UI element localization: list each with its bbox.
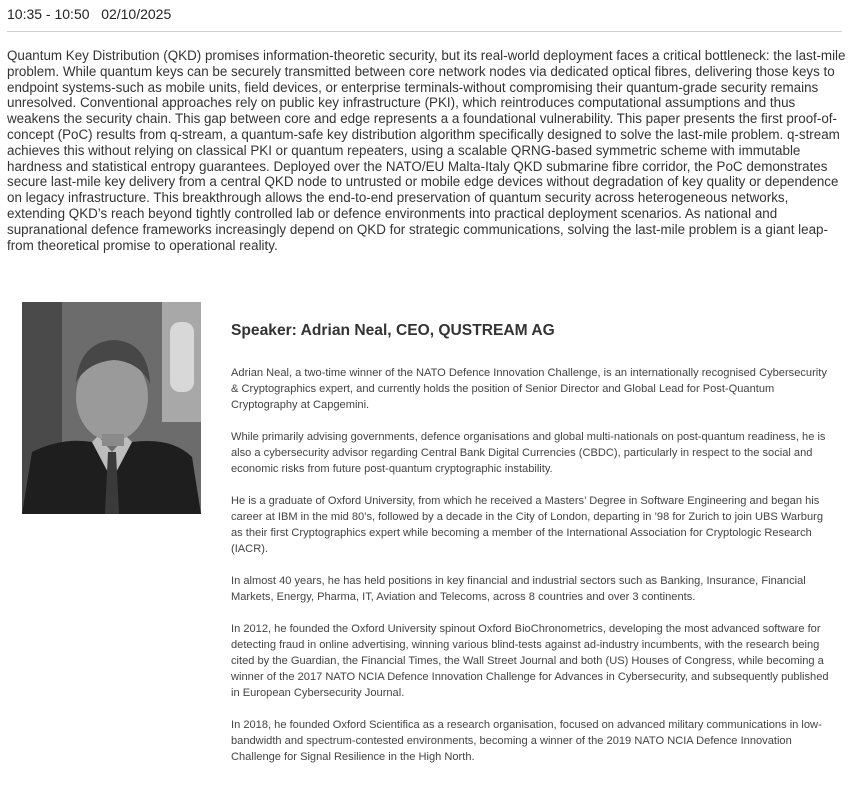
speaker-photo: [22, 302, 201, 514]
speaker-section: [231, 322, 831, 781]
bio-paragraph: In 2012, he founded the Oxford University spinout Oxford BioChronometrics, developing the most advanced software for detecting fraud in online advertising, winning various blind-tests against ad-industry incumbents, with the research being cited by the Guardian, the Financial Times, the Wall Street Journal and both (US) Houses of Congress, while becoming a winner of the 2017 NATO NCIA Defence Innovation Challenge for Advances in Cybersecurity, and subsequently published in European Cybersecurity Journal.: [231, 623, 829, 699]
session-time-date: [7, 6, 171, 22]
speaker-heading: Speaker: Adrian Neal, CEO, QUSTREAM AG: [231, 322, 555, 339]
bio-paragraph: While primarily advising governments, defence organisations and global multi-nationals on post-quantum readiness, he is also a cybersecurity advisor regarding Central Bank Digital Currencies (CBDC), particularly in respect to the social and economic risks from future post-quantum cryptographic instability.: [231, 431, 826, 475]
abstract-text: Quantum Key Distribution (QKD) promises information-theoretic security, but its real-world deployment faces a critical bottleneck: the last-mile problem. While quantum keys can be securely transmitted between core network nodes via dedicated optical fibres, delivering those keys to endpoint systems-such as mobile units, field devices, or enterprise terminals-without compromising their quantum-grade security remains unresolved. Conventional approaches rely on public key infrastructure (PKI), which reintroduces computational assumptions and thus weakens the security chain. This gap between core and edge represents a a foundational vulnerability. This paper presents the first proof-of-concept (PoC) results from q-stream, a quantum-safe key distribution algorithm specifically designed to solve the last-mile problem. q-stream achieves this without relying on classical PKI or quantum repeaters, using a scalable QRNG-based symmetric scheme with immutable hardness and statistical entropy guarantees. Deployed over the NATO/EU Malta-Italy QKD submarine fibre corridor, the PoC demonstrates secure last-mile key delivery from a central QKD node to untrusted or mobile edge devices without degradation of key quality or dependence on legacy infrastructure. This breakthrough allows the end-to-end preservation of quantum security across heterogeneous networks, extending QKD’s reach beyond tightly controlled lab or defence environments into practical deployment scenarios. As national and supranational defence frameworks increasingly depend on QKD for strategic communications, solving the last-mile problem is a giant leap-from theoretical promise to operational reality.: [7, 48, 846, 253]
bio-paragraph: In almost 40 years, he has held positions in key financial and industrial sectors such as Banking, Insurance, Financial Markets, Energy, Pharma, IT, Aviation and Telecoms, across 8 countries and over 3 continents.: [231, 575, 806, 603]
session-time: 10:35 - 10:50: [7, 6, 90, 22]
header-divider: [7, 31, 842, 32]
bio-paragraph: He is a graduate of Oxford University, from which he received a Masters’ Degree in Software Engineering and began his career at IBM in the mid 80’s, followed by a decade in the City of London, departing in ’98 for Zurich to join UBS Warburg as their first Cryptographics expert while becoming a member of the International Association for Cryptologic Research (IACR).: [231, 495, 823, 555]
session-date: 02/10/2025: [101, 6, 172, 22]
bio-paragraph: In 2018, he founded Oxford Scientifica as a research organisation, focused on advanced military communications in low-bandwidth and spectrum-contested environments, becoming a winner of the 2019 NATO NCIA Defence Innovation Challenge for Signal Resilience in the High North.: [231, 719, 822, 763]
bio-paragraph: Adrian Neal, a two-time winner of the NATO Defence Innovation Challenge, is an internationally recognised Cybersecurity & Cryptographics expert, and currently holds the position of Senior Director and Global Lead for Post-Quantum Cryptography at Capgemini.: [231, 367, 827, 411]
